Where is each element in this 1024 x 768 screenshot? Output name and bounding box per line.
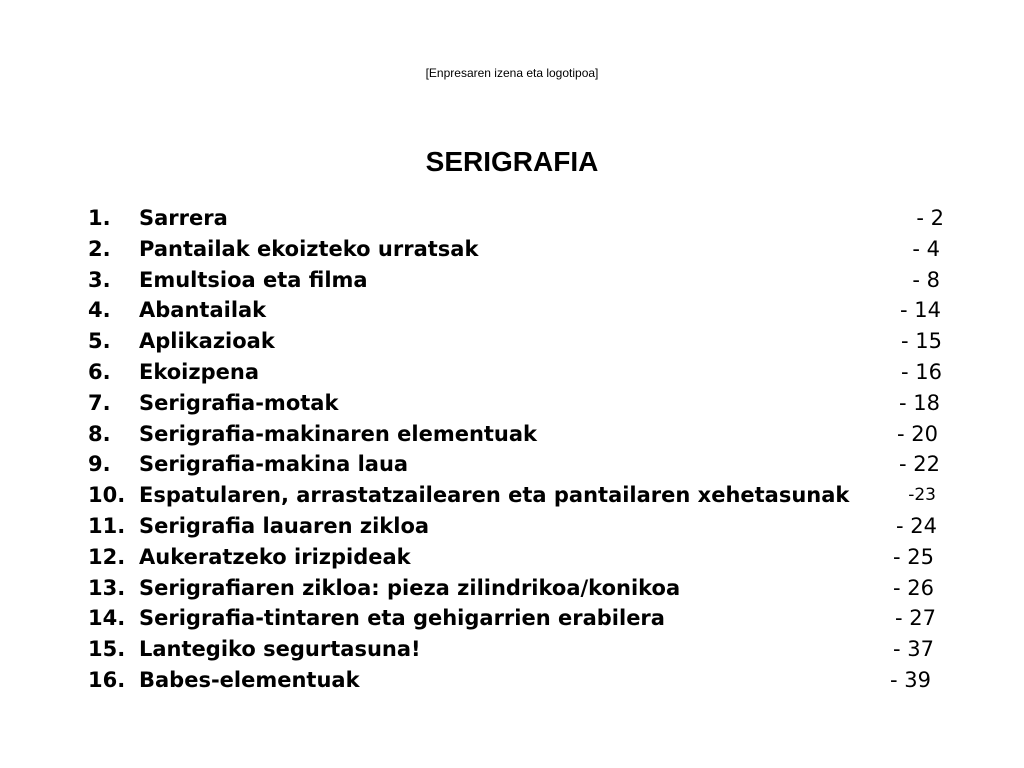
toc-item-number: 3. <box>88 268 111 292</box>
toc-item-page: - 15 <box>901 329 942 353</box>
table-of-contents <box>0 204 1024 704</box>
toc-item-label: Aplikazioak <box>139 329 275 353</box>
toc-item-label: Aukeratzeko irizpideak <box>139 545 411 569</box>
toc-item <box>0 635 1024 666</box>
toc-item-page: - 14 <box>900 298 941 322</box>
toc-item <box>0 666 1024 697</box>
toc-item-label: Serigrafia lauaren zikloa <box>139 514 430 538</box>
toc-item-page: - 4 <box>912 237 940 261</box>
toc-item-number: 9. <box>88 452 111 476</box>
toc-item-page: -23 <box>908 485 936 505</box>
toc-item-label: Serigrafia-makinaren elementuak <box>139 422 538 446</box>
toc-item-page: - 22 <box>899 452 940 476</box>
toc-item-label: Espatularen, arrastatzailearen eta pantailaren xehetasunak <box>139 483 850 507</box>
toc-item-number: 15. <box>88 637 126 661</box>
toc-item-label: Emultsioa eta filma <box>139 268 368 292</box>
toc-item-label: Sarrera <box>139 206 228 230</box>
toc-item-label: Serigrafia-tintaren eta gehigarrien erabilera <box>139 606 665 630</box>
toc-item-label: Pantailak ekoizteko urratsak <box>139 237 479 261</box>
toc-item <box>0 481 1024 512</box>
toc-item-page: - 20 <box>897 422 938 446</box>
toc-item <box>0 420 1024 451</box>
company-name-logo-placeholder: [Enpresaren izena eta logotipoa] <box>425 66 599 80</box>
toc-item-label: Abantailak <box>139 298 267 322</box>
toc-item <box>0 358 1024 389</box>
toc-item <box>0 450 1024 481</box>
toc-item-number: 2. <box>88 237 111 261</box>
toc-item-number: 8. <box>88 422 111 446</box>
toc-item-page: - 24 <box>896 514 937 538</box>
toc-item-page: - 25 <box>893 545 934 569</box>
toc-item-number: 7. <box>88 391 111 415</box>
toc-item-label: Babes-elementuak <box>139 668 360 692</box>
toc-item-page: - 18 <box>899 391 940 415</box>
toc-item-number: 14. <box>88 606 126 630</box>
toc-item-label: Serigrafia-motak <box>139 391 339 415</box>
toc-item <box>0 235 1024 266</box>
toc-item <box>0 204 1024 235</box>
toc-item-number: 4. <box>88 298 111 322</box>
toc-item-page: - 8 <box>912 268 940 292</box>
toc-item-page: - 26 <box>893 576 934 600</box>
toc-item <box>0 574 1024 605</box>
toc-item-page: - 39 <box>890 668 931 692</box>
toc-item-number: 12. <box>88 545 126 569</box>
toc-item-label: Serigrafia-makina laua <box>139 452 409 476</box>
toc-item-page: - 27 <box>895 606 936 630</box>
toc-item-number: 16. <box>88 668 126 692</box>
toc-item-number: 6. <box>88 360 111 384</box>
toc-item <box>0 389 1024 420</box>
toc-item-number: 1. <box>88 206 111 230</box>
toc-item <box>0 327 1024 358</box>
toc-item-page: - 16 <box>901 360 942 384</box>
toc-item <box>0 512 1024 543</box>
toc-item-page: - 2 <box>916 206 944 230</box>
toc-item <box>0 543 1024 574</box>
toc-item-number: 13. <box>88 576 126 600</box>
toc-item-page: - 37 <box>893 637 934 661</box>
toc-item <box>0 604 1024 635</box>
toc-item-label: Lantegiko segurtasuna! <box>139 637 421 661</box>
document-title: SERIGRAFIA <box>425 146 599 177</box>
toc-item-label: Serigrafiaren zikloa: pieza zilindrikoa/konikoa <box>139 576 681 600</box>
toc-item-number: 5. <box>88 329 111 353</box>
toc-item <box>0 266 1024 297</box>
toc-item <box>0 296 1024 327</box>
toc-item-number: 11. <box>88 514 126 538</box>
toc-item-label: Ekoizpena <box>139 360 259 384</box>
toc-item-number: 10. <box>88 483 126 507</box>
